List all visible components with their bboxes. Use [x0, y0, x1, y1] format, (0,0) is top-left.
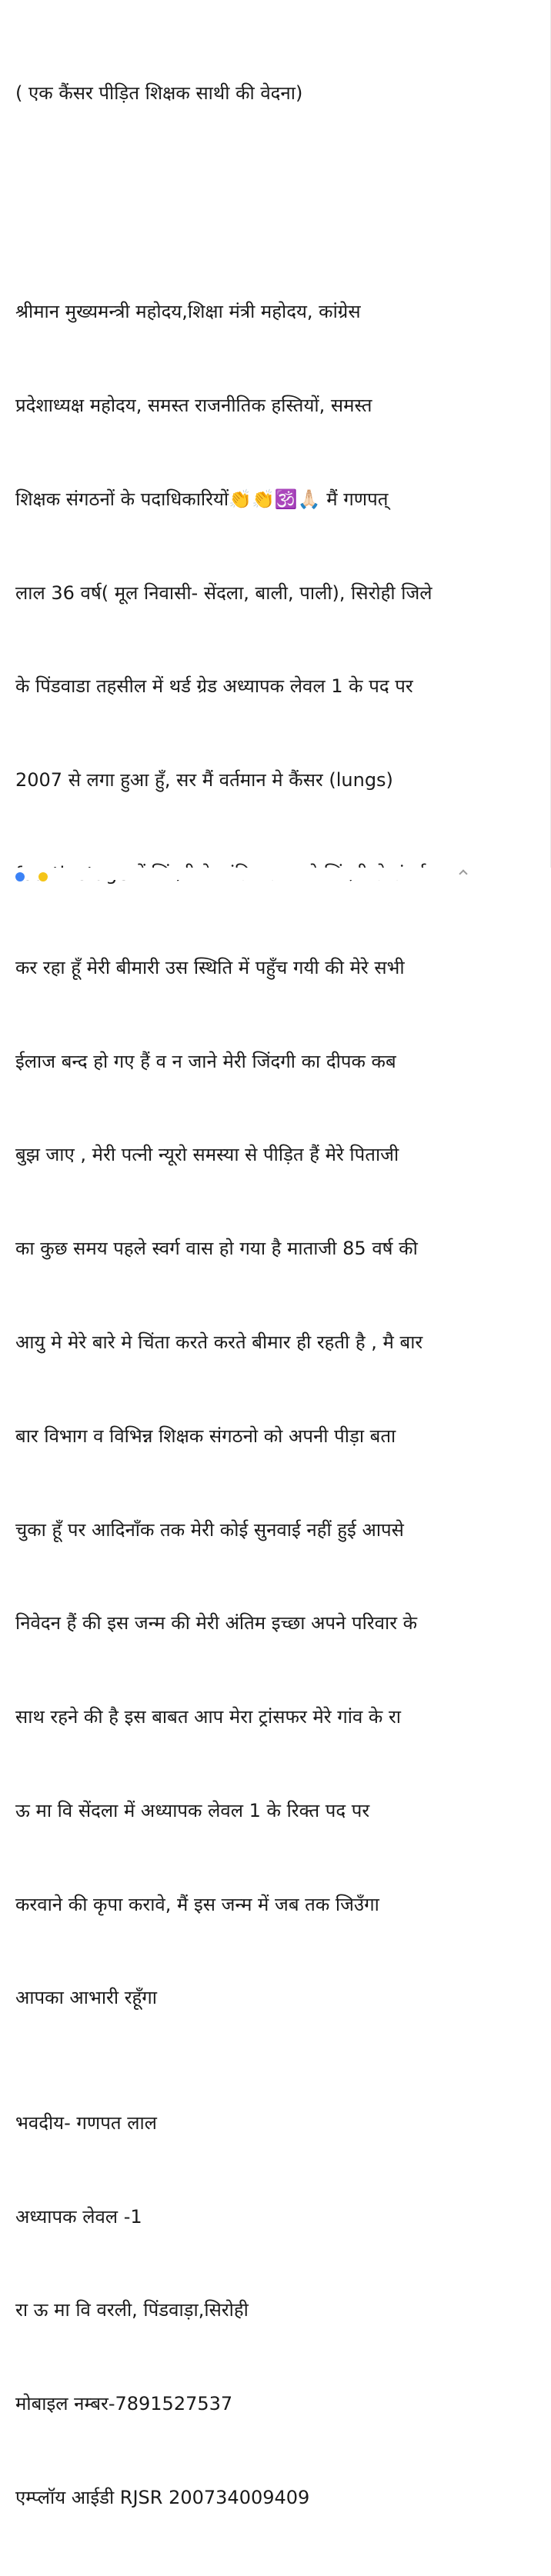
- body-line: लाल 36 वर्ष( मूल निवासी- सेंदला, बाली, पाली), सिरोही जिले: [15, 582, 432, 604]
- body-line: श्रीमान मुख्यमन्त्री महोदय,शिक्षा मंत्री महोदय, कांग्रेस: [15, 301, 361, 323]
- like-reaction-icon: [15, 872, 25, 881]
- letter-heading: ( एक कैंसर पीड़ित शिक्षक साथी की वेदना): [15, 82, 303, 105]
- body-line: साथ रहने की है इस बाबत आप मेरा ट्रांसफर मेरे गांव के रा: [15, 1706, 402, 1728]
- body-line: आपका आभारी रहूँगा: [15, 1987, 158, 2009]
- blank-line: [15, 172, 546, 203]
- body-line: प्रदेशाध्यक्ष महोदय, समस्त राजनीतिक हस्तियों, समस्त: [15, 395, 372, 417]
- body-line: करवाने की कृपा करावे, मैं इस जन्म में जब तक जिउँगा: [15, 1893, 379, 1915]
- body-line: के पिंडवाडा तहसील में थर्ड ग्रेड अध्यापक लेवल 1 के पद पर: [15, 675, 413, 698]
- body-line: का कुछ समय पहले स्वर्ग वास हो गया है माताजी 85 वर्ष की: [15, 1238, 418, 1260]
- body-line: बार विभाग व विभिन्न शिक्षक संगठनो को अपनी पीड़ा बता: [15, 1425, 396, 1447]
- emoji-reaction-icon: [38, 872, 48, 881]
- bottom-strip: [0, 868, 551, 880]
- signature-line: एम्प्लॉय आईडी RJSR 200734009409: [15, 2486, 310, 2508]
- signature-line: रा ऊ मा वि वरली, पिंडवाड़ा,सिरोही: [15, 2299, 249, 2321]
- signature-line: अध्यापक लेवल -1: [15, 2205, 142, 2228]
- body-line: आयु मे मेरे बारे मे चिंता करते करते बीमार ही रहती है , मै बार: [15, 1331, 423, 1353]
- body-line: कर रहा हूँ मेरी बीमारी उस स्थिति में पहुँच गयी की मेरे सभी: [15, 956, 405, 978]
- letter-text: [15, 15, 546, 2576]
- signature-line: मोबाइल नम्बर-7891527537: [15, 2393, 233, 2415]
- body-line: ऊ मा वि सेंदला में अध्यापक लेवल 1 के रिक्त पद पर: [15, 1799, 370, 1821]
- body-line: चुका हूँ पर आदिनाँक तक मेरी कोई सुनवाई नहीं हुई आपसे: [15, 1518, 404, 1541]
- body-line: बुझ जाए , मेरी पत्नी न्यूरो समस्या से पीड़ित हैं मेरे पिताजी: [15, 1144, 399, 1166]
- signature-line: भवदीय- गणपत लाल: [15, 2111, 157, 2134]
- body-line: निवेदन हैं की इस जन्म की मेरी अंतिम इच्छा अपने परिवार के: [15, 1612, 418, 1635]
- body-line: ईलाज बन्द हो गए हैं व न जाने मेरी जिंदगी का दीपक कब: [15, 1050, 396, 1072]
- body-line: शिक्षक संगठनों के पदाधिकारियों👏👏🕉️🙏🏻 मैं गणपत्: [15, 488, 389, 510]
- body-line: 2007 से लगा हुआ हुँ, सर मैं वर्तमान मे कैंसर (lungs): [15, 769, 393, 791]
